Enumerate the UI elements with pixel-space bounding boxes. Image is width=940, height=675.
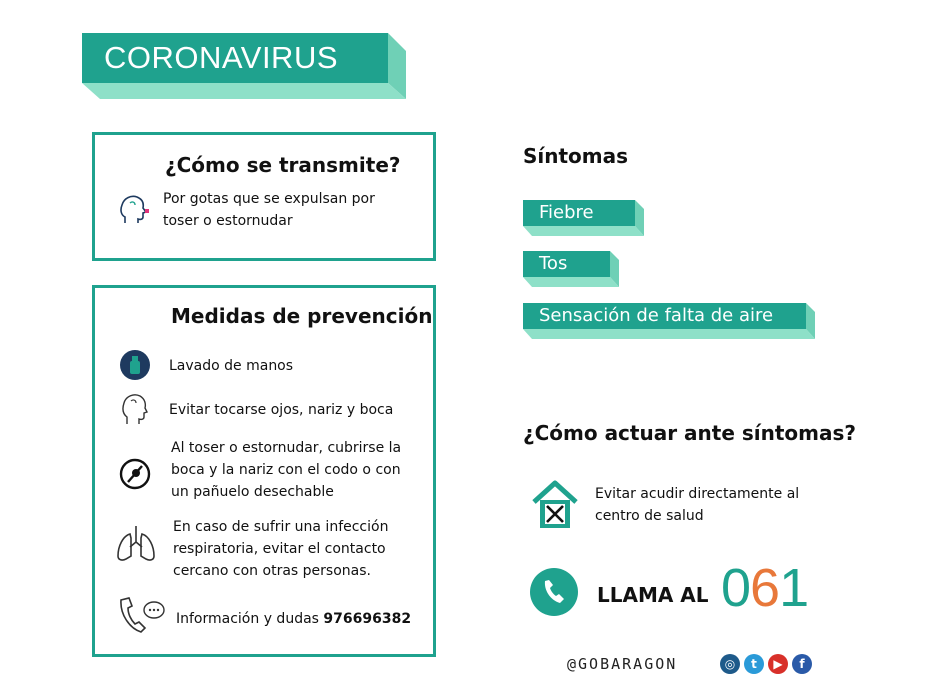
call-number[interactable] — [721, 556, 808, 620]
cough-into-elbow-icon — [119, 458, 151, 494]
action-title: ¿Cómo actuar ante síntomas? — [523, 421, 856, 445]
hand-sanitizer-icon — [120, 350, 150, 384]
transmission-card — [92, 132, 436, 261]
call-label: LLAMA AL — [597, 583, 709, 607]
symptom-label: Fiebre — [523, 200, 635, 226]
prevention-item-text: Lavado de manos — [169, 358, 294, 374]
prevention-card — [92, 285, 436, 657]
header-banner — [82, 33, 406, 99]
symptom-tag — [523, 303, 815, 339]
symptom-label: Tos — [523, 251, 610, 277]
instagram-icon[interactable]: ◎ — [720, 654, 740, 674]
twitter-icon[interactable]: t — [744, 654, 764, 674]
info-label: Información y dudas — [176, 611, 319, 627]
call-number-digit: 6 — [750, 558, 780, 618]
call-number-digit: 1 — [779, 558, 809, 618]
prevention-item-text: Evitar tocarse ojos, nariz y boca — [169, 402, 394, 418]
action-text: Evitar acudir directamente al centro de salud — [595, 486, 800, 524]
info-phone[interactable]: 976696382 — [323, 611, 412, 627]
phone-chat-icon — [117, 594, 165, 640]
symptoms-title: Síntomas — [523, 144, 629, 168]
info-line — [176, 608, 411, 630]
symptom-tag — [523, 200, 644, 236]
symptom-tag — [523, 251, 619, 287]
call-number-digit: 0 — [721, 558, 751, 618]
page-title: CORONAVIRUS — [82, 33, 388, 83]
crossed-house-icon — [532, 480, 578, 534]
lungs-icon — [115, 524, 157, 568]
youtube-icon[interactable]: ▶ — [768, 654, 788, 674]
phone-icon — [530, 568, 578, 620]
facebook-icon[interactable]: f — [792, 654, 812, 674]
face-outline-icon — [121, 392, 149, 430]
social-handle[interactable]: @GOBARAGON — [567, 655, 678, 673]
symptom-label: Sensación de falta de aire — [523, 303, 806, 329]
transmission-text: Por gotas que se expulsan por toser o estornudar — [163, 191, 375, 229]
prevention-item-text: Al toser o estornudar, cubrirse la boca y la nariz con el codo o con un pañuelo desechable — [171, 440, 402, 500]
transmission-title: ¿Cómo se transmite? — [165, 153, 401, 177]
coughing-head-icon — [119, 193, 151, 233]
prevention-item-text: En caso de sufrir una infección respiratoria, evitar el contacto cercano con otras personas. — [173, 519, 389, 579]
prevention-title: Medidas de prevención — [171, 304, 433, 328]
